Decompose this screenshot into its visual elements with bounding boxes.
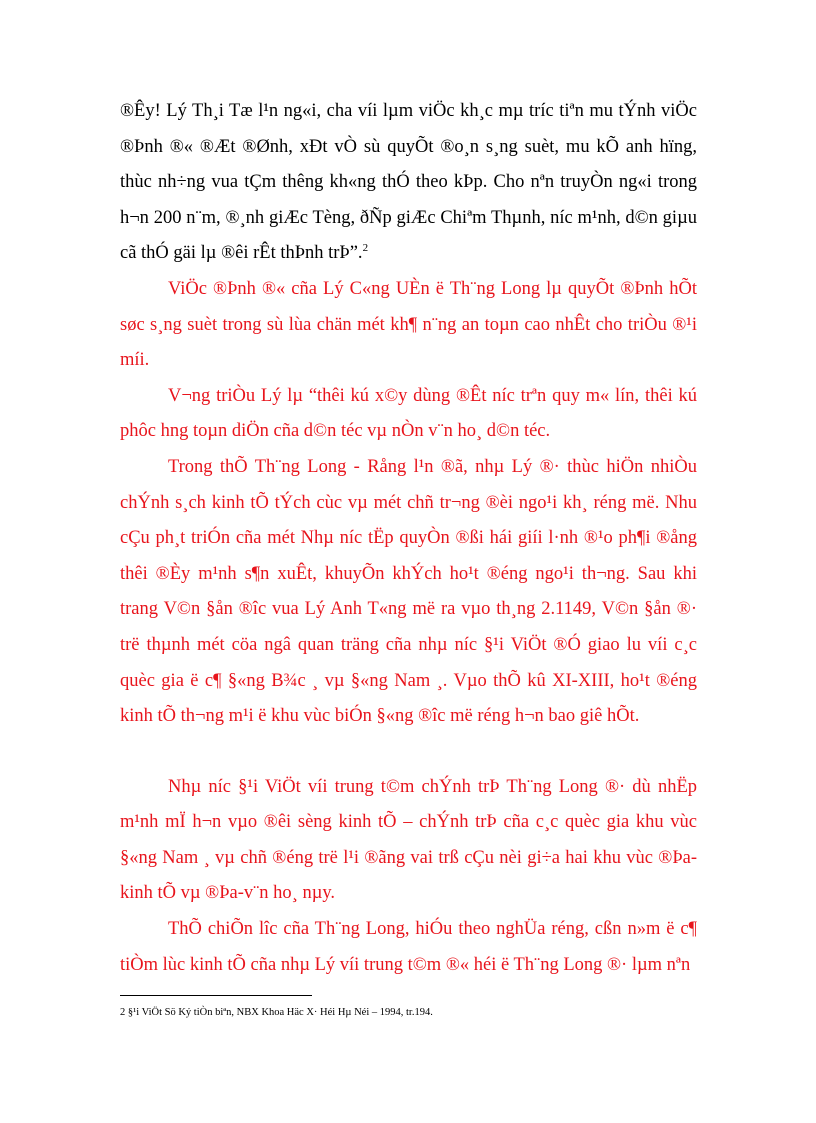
paragraph-quote: ®Êy! Lý Th¸i Tæ l¹n ng«i, cha víi lµm viÖc kh¸c mµ tríc tiªn mu tÝnh viÖc ®Þnh ®« ®Æt ®Ønh, xÐt vÒ sù quyÕt ®o¸n s¸ng suèt, mu kÕ anh hïng, thùc nh÷ng vua tÇm thêng kh«ng thÓ theo kÞp. Cho nªn truyÒn ng«i trong h¬n 200 n¨m, ®¸nh giÆc Tèng, ðÑp giÆc Chiªm Thµnh, níc m¹nh, d©n giµu cã thÓ gäi lµ ®êi rÊt thÞnh trÞ”.$^2$: [120, 101, 697, 264]
paragraph: ViÖc ®Þnh ®« cña Lý C«ng UÈn ë Th¨ng Long lµ quyÕt ®Þnh hÕt søc s¸ng suèt trong sù lùa chän mét kh¶ n¨ng an toµn cao nhÊt cho triÒu ®¹i míi.: [120, 278, 697, 371]
footnote-number: 2: [120, 1007, 126, 1018]
footnote: [120, 1006, 697, 1020]
footnote-text: §¹i ViÖt Sö Ký tiÒn biªn, NBX Khoa Häc X· Héi Hµ Néi – 1994, tr.194.: [127, 1007, 433, 1018]
footnote-separator: [120, 995, 312, 996]
paragraph: Nhµ níc §¹i ViÖt víi trung t©m chÝnh trÞ Th¨ng Long ®· dù nhËp m¹nh mÏ h¬n vµo ®êi sèng kinh tÕ – chÝnh trÞ cña c¸c quèc gia khu vùc §«ng Nam ¸ vµ chñ ®éng trë l¹i ®ãng vai trß cÇu nèi gi÷a hai khu vùc ®Þa-kinh tÕ vµ ®Þa-v¨n ho¸ nµy.: [120, 776, 697, 904]
paragraph: V¬ng triÒu Lý lµ “thêi kú x©y dùng ®Êt níc trªn quy m« lín, thêi kú phôc hng toµn diÖn cña d©n téc vµ nÒn v¨n ho¸ d©n téc.: [120, 385, 697, 442]
paragraph: ThÕ chiÕn lîc cña Th¨ng Long, hiÓu theo nghÜa réng, cßn n»m ë c¶ tiÒm lùc kinh tÕ cña nhµ Lý víi trung t©m ®« héi ë Th¨ng Long ®· lµm nªn: [120, 919, 697, 975]
paragraph: Trong thÕ Th¨ng Long - Rång l¹n ®ã, nhµ Lý ®· thùc hiÖn nhiÒu chÝnh s¸ch kinh tÕ tÝch cùc vµ mét chñ tr¬ng ®èi ngo¹i kh¸ réng më. Nhu cÇu ph¸t triÓn cña mét Nhµ níc tËp quyÒn ®ßi hái giíi l·nh ®¹o ph¶i ®ång thêi ®Èy m¹nh s¶n xuÊt, khuyÕn khÝch ho¹t ®éng ngo¹i th¬ng. Sau khi trang V©n §ån ®îc vua Lý Anh T«ng më ra vµo th¸ng 2.1149, V©n §ån ®· trë thµnh mét cöa ngâ quan träng cña nhµ níc §¹i ViÖt ®Ó giao lu víi c¸c quèc gia ë c¶ §«ng B¾c ¸ vµ §«ng Nam ¸. Vµo thÕ kû XI-XIII, ho¹t ®éng kinh tÕ th¬ng m¹i ë khu vùc biÓn §«ng ®îc më réng h¬n bao giê hÕt.: [120, 456, 697, 727]
footnote-reference[interactable]: 2: [362, 242, 369, 255]
body-text: [120, 94, 697, 983]
